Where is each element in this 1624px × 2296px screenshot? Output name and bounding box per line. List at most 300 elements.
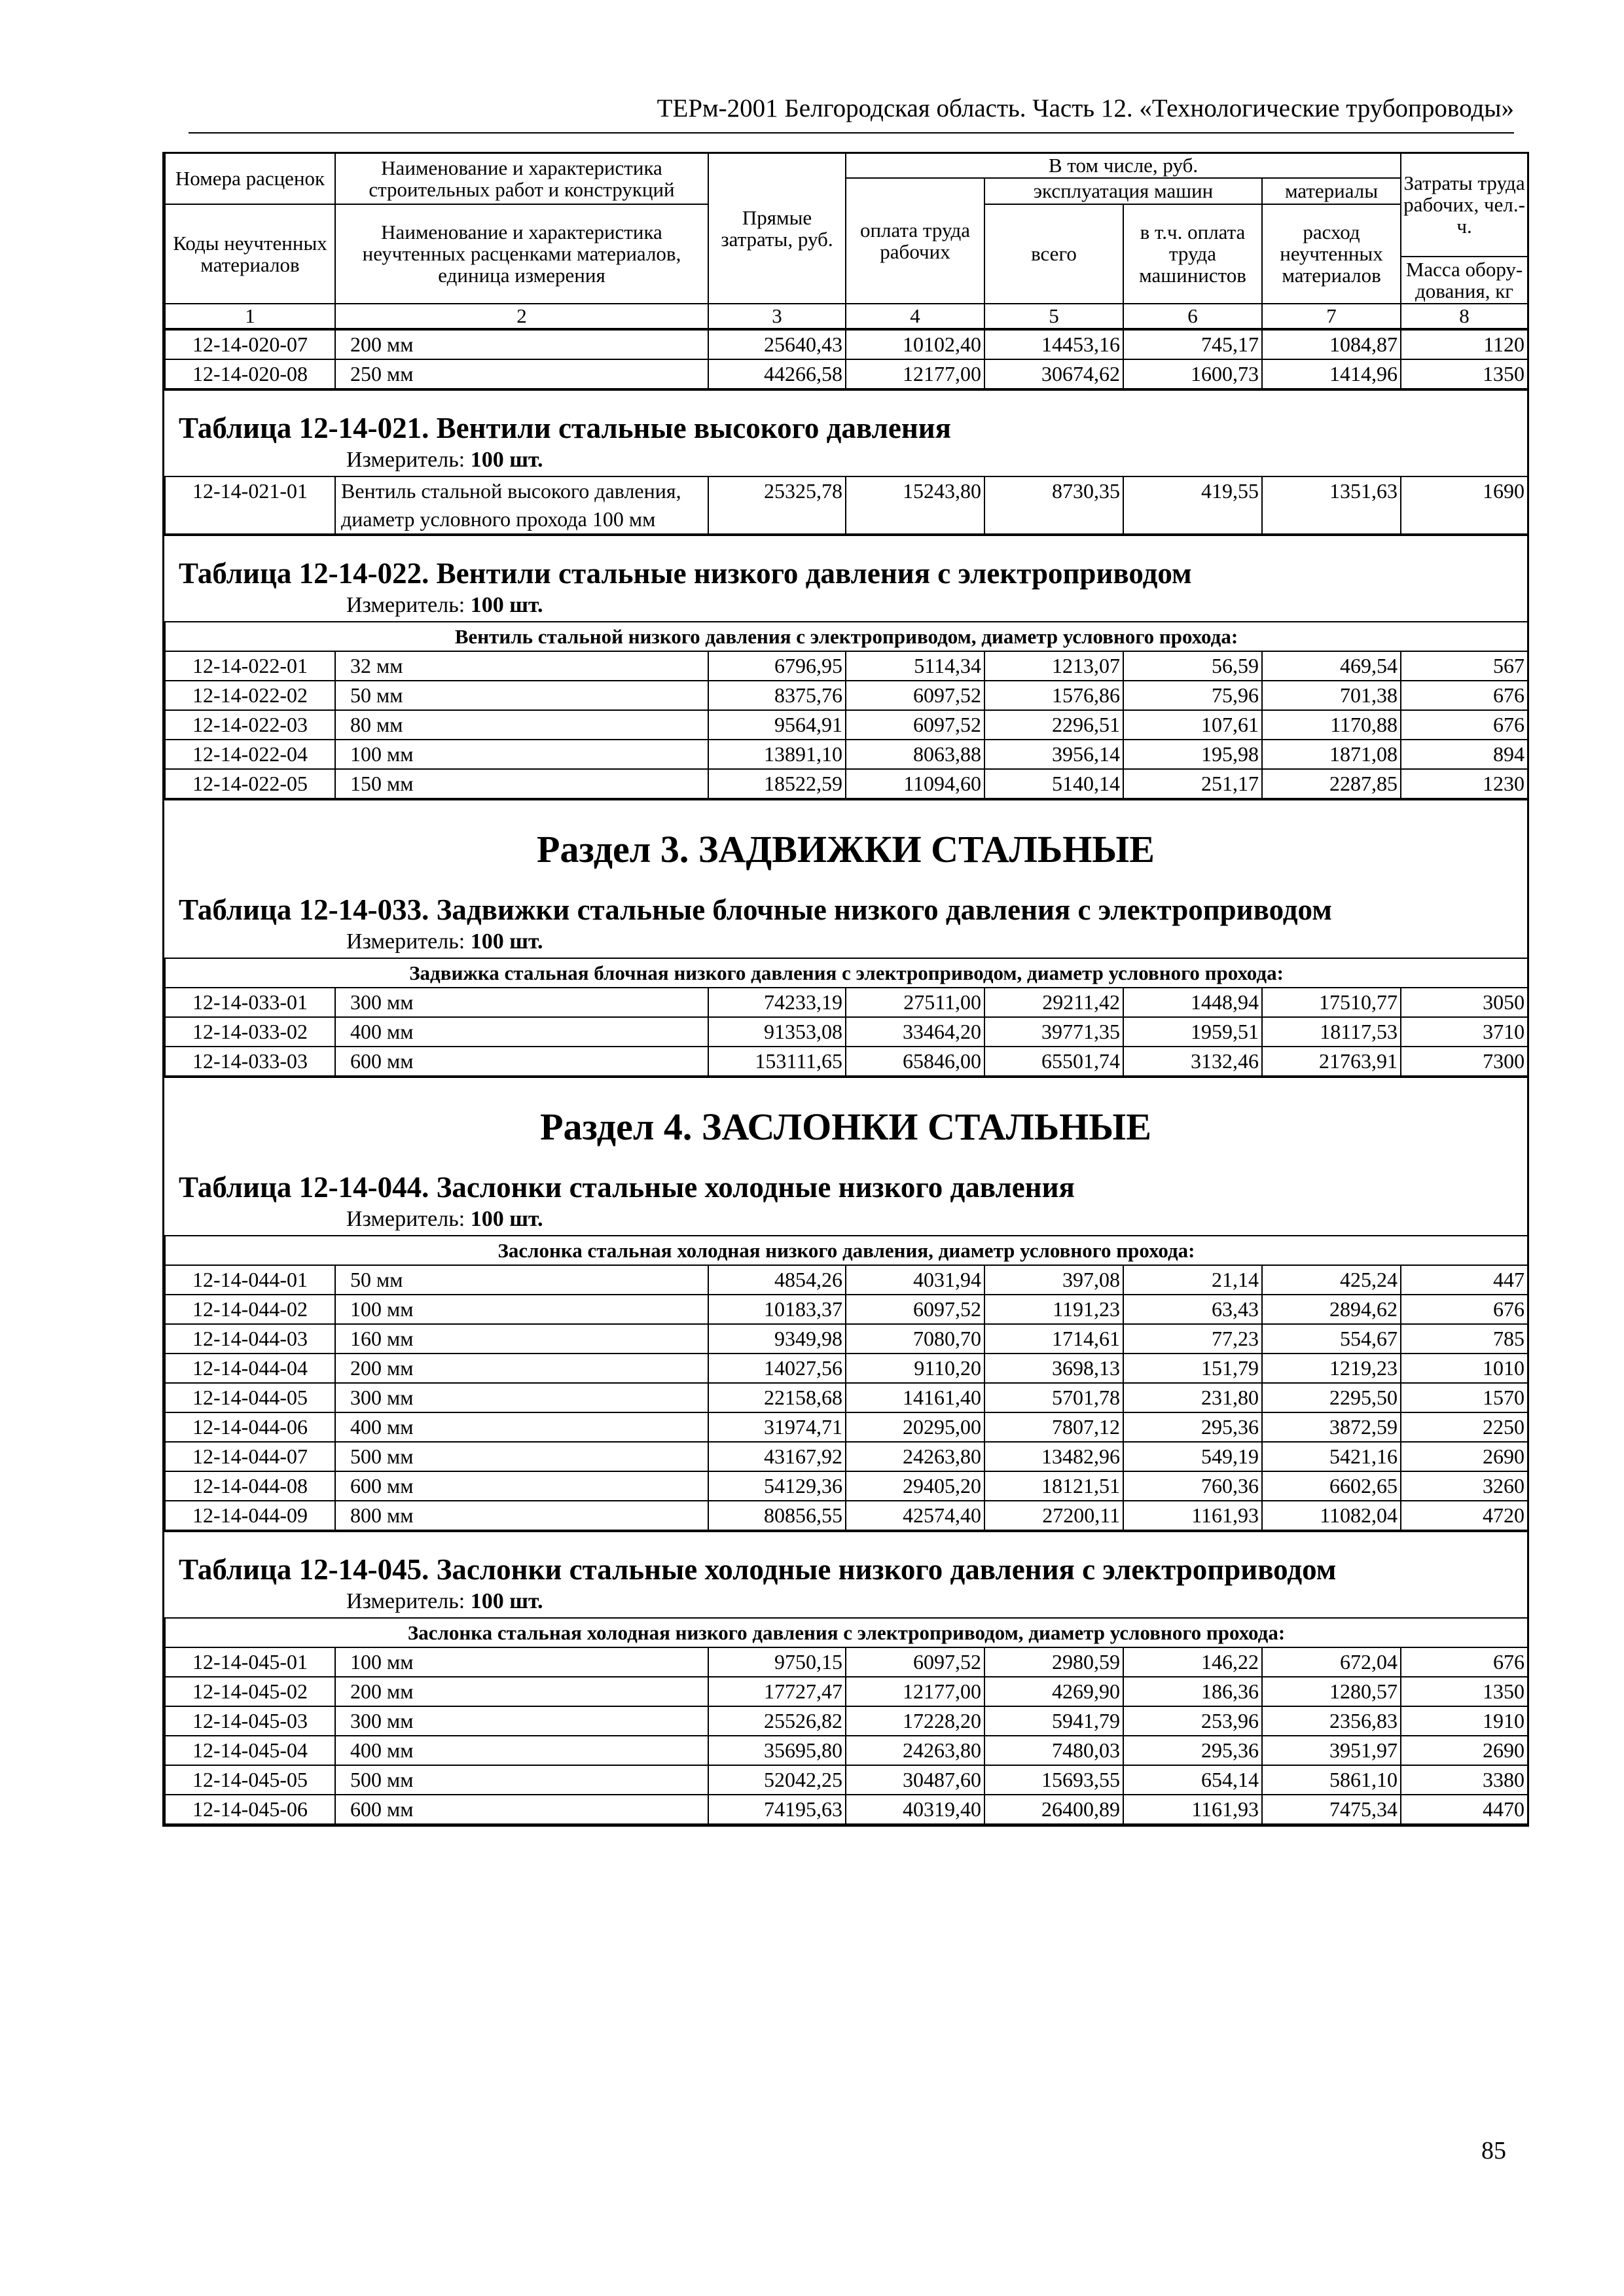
- rate-code: 12-14-021-01: [165, 476, 335, 534]
- machine-cost: 13482,96: [984, 1442, 1123, 1471]
- direct-cost: 25325,78: [708, 476, 846, 534]
- labor-hours: 2690: [1401, 1736, 1528, 1765]
- header-num: 4: [846, 304, 984, 329]
- group-label: Заслонка стальная холодная низкого давления, диаметр условного прохода:: [165, 1236, 1528, 1265]
- machine-cost: 65501,74: [984, 1047, 1123, 1076]
- direct-cost: 9750,15: [708, 1647, 846, 1677]
- labor-cost: 30487,60: [846, 1765, 984, 1795]
- rate-code: 12-14-044-02: [165, 1295, 335, 1324]
- direct-cost: 91353,08: [708, 1017, 846, 1047]
- labor-hours: 676: [1401, 1295, 1528, 1324]
- table-row: [165, 769, 1528, 798]
- header-num: 2: [335, 304, 708, 329]
- rates-table: [164, 476, 1528, 535]
- rate-code: 12-14-045-02: [165, 1677, 335, 1706]
- rate-name: 600 мм: [335, 1047, 708, 1076]
- rate-code: 12-14-044-07: [165, 1442, 335, 1471]
- machine-cost: 27200,11: [984, 1501, 1123, 1530]
- machine-cost: 29211,42: [984, 988, 1123, 1017]
- unit-label: Измеритель:: [346, 592, 465, 617]
- unit-line: [164, 591, 1527, 621]
- materials-cost: 18117,53: [1262, 1017, 1401, 1047]
- direct-cost: 35695,80: [708, 1736, 846, 1765]
- direct-cost: 74233,19: [708, 988, 846, 1017]
- rate-name: 600 мм: [335, 1471, 708, 1501]
- machinist-cost: 3132,46: [1123, 1047, 1262, 1076]
- rate-code: 12-14-044-05: [165, 1383, 335, 1412]
- table-row: [165, 1017, 1528, 1047]
- rates-table: [164, 1617, 1528, 1825]
- rate-code: 12-14-022-01: [165, 651, 335, 681]
- rate-code: 12-14-044-03: [165, 1324, 335, 1354]
- materials-cost: 469,54: [1262, 651, 1401, 681]
- machine-cost: 1213,07: [984, 651, 1123, 681]
- rate-code: 12-14-033-01: [165, 988, 335, 1017]
- labor-cost: 15243,80: [846, 476, 984, 534]
- table-row: [165, 1677, 1528, 1706]
- materials-cost: 3951,97: [1262, 1736, 1401, 1765]
- rate-code: 12-14-022-03: [165, 710, 335, 740]
- header-vtch: в т.ч. оплата труда машинистов: [1123, 204, 1262, 304]
- unit-line: [164, 927, 1527, 958]
- group-row: [165, 622, 1528, 651]
- machine-cost: 5140,14: [984, 769, 1123, 798]
- machinist-cost: 745,17: [1123, 330, 1262, 359]
- machine-cost: 4269,90: [984, 1677, 1123, 1706]
- materials-cost: 2295,50: [1262, 1383, 1401, 1412]
- table-row: [165, 1265, 1528, 1295]
- rate-name: 200 мм: [335, 330, 708, 359]
- machine-cost: 2980,59: [984, 1647, 1123, 1677]
- machinist-cost: 419,55: [1123, 476, 1262, 534]
- labor-hours: 3380: [1401, 1765, 1528, 1795]
- table-row: [165, 1706, 1528, 1736]
- labor-hours: 676: [1401, 1647, 1528, 1677]
- machinist-cost: 231,80: [1123, 1383, 1262, 1412]
- header-num: 8: [1401, 304, 1528, 329]
- header-zatraty: Затраты труда рабочих, чел.-ч.: [1401, 153, 1528, 257]
- machinist-cost: 1161,93: [1123, 1501, 1262, 1530]
- table-block-022: [164, 535, 1527, 799]
- machine-cost: 397,08: [984, 1265, 1123, 1295]
- unit-value: 100 шт.: [470, 929, 543, 954]
- section-block-3: [164, 799, 1527, 1077]
- rate-code: 12-14-022-05: [165, 769, 335, 798]
- labor-cost: 12177,00: [846, 1677, 984, 1706]
- direct-cost: 31974,71: [708, 1412, 846, 1442]
- rate-name: 300 мм: [335, 1706, 708, 1736]
- running-header: ТЕРм-2001 Белгородская область. Часть 12. «Технологические трубопроводы»: [189, 94, 1514, 134]
- rate-name: 400 мм: [335, 1412, 708, 1442]
- header-pryamye: Прямые затраты, руб.: [708, 153, 846, 304]
- machine-cost: 5701,78: [984, 1383, 1123, 1412]
- machinist-cost: 151,79: [1123, 1354, 1262, 1383]
- labor-cost: 20295,00: [846, 1412, 984, 1442]
- labor-hours: 785: [1401, 1324, 1528, 1354]
- machinist-cost: 21,14: [1123, 1265, 1262, 1295]
- materials-cost: 21763,91: [1262, 1047, 1401, 1076]
- rate-code: 12-14-033-03: [165, 1047, 335, 1076]
- materials-cost: 1414,96: [1262, 359, 1401, 389]
- table-block-045: [164, 1531, 1527, 1825]
- table-title: Таблица 12-14-044. Заслонки стальные холодные низкого давления: [179, 1170, 1075, 1204]
- labor-cost: 42574,40: [846, 1501, 984, 1530]
- machinist-cost: 253,96: [1123, 1706, 1262, 1736]
- header-num: 6: [1123, 304, 1262, 329]
- labor-hours: 567: [1401, 651, 1528, 681]
- unit-value: 100 шт.: [470, 1588, 543, 1613]
- materials-cost: 11082,04: [1262, 1501, 1401, 1530]
- unit-line: [164, 1205, 1527, 1235]
- machine-cost: 1714,61: [984, 1324, 1123, 1354]
- rate-name: 80 мм: [335, 710, 708, 740]
- machine-cost: 2296,51: [984, 710, 1123, 740]
- machine-cost: 1576,86: [984, 681, 1123, 710]
- direct-cost: 80856,55: [708, 1501, 846, 1530]
- table-row: [165, 1765, 1528, 1795]
- table-row: [165, 1047, 1528, 1076]
- rate-name: 400 мм: [335, 1017, 708, 1047]
- labor-cost: 10102,40: [846, 330, 984, 359]
- rate-code: 12-14-033-02: [165, 1017, 335, 1047]
- machinist-cost: 549,19: [1123, 1442, 1262, 1471]
- direct-cost: 9564,91: [708, 710, 846, 740]
- labor-cost: 9110,20: [846, 1354, 984, 1383]
- rate-name: 50 мм: [335, 1265, 708, 1295]
- direct-cost: 25526,82: [708, 1706, 846, 1736]
- materials-cost: 2894,62: [1262, 1295, 1401, 1324]
- labor-cost: 17228,20: [846, 1706, 984, 1736]
- header-ekspl: эксплуатация машин: [984, 178, 1262, 204]
- rate-code: 12-14-045-04: [165, 1736, 335, 1765]
- labor-hours: 3710: [1401, 1017, 1528, 1047]
- labor-hours: 4720: [1401, 1501, 1528, 1530]
- rate-name: 400 мм: [335, 1736, 708, 1765]
- rate-name: 100 мм: [335, 740, 708, 769]
- table-row: [165, 681, 1528, 710]
- section-block-4: [164, 1077, 1527, 1531]
- machinist-cost: 75,96: [1123, 681, 1262, 710]
- unit-label: Измеритель:: [346, 929, 465, 954]
- rate-name: 500 мм: [335, 1442, 708, 1471]
- labor-hours: 894: [1401, 740, 1528, 769]
- materials-cost: 1871,08: [1262, 740, 1401, 769]
- labor-cost: 6097,52: [846, 1295, 984, 1324]
- table-row: [165, 330, 1528, 359]
- header-num: 5: [984, 304, 1123, 329]
- rates-table: [164, 958, 1528, 1077]
- rate-name: 200 мм: [335, 1677, 708, 1706]
- header-vsego: всего: [984, 204, 1123, 304]
- machine-cost: 3956,14: [984, 740, 1123, 769]
- header-massa: Масса обору-дования, кг: [1401, 257, 1528, 304]
- materials-cost: 5861,10: [1262, 1765, 1401, 1795]
- machine-cost: 3698,13: [984, 1354, 1123, 1383]
- materials-cost: 1280,57: [1262, 1677, 1401, 1706]
- labor-hours: 2250: [1401, 1412, 1528, 1442]
- rate-code: 12-14-044-01: [165, 1265, 335, 1295]
- direct-cost: 4854,26: [708, 1265, 846, 1295]
- machinist-cost: 1600,73: [1123, 359, 1262, 389]
- labor-hours: 3260: [1401, 1471, 1528, 1501]
- labor-hours: 1910: [1401, 1706, 1528, 1736]
- table-row: [165, 1442, 1528, 1471]
- materials-cost: 554,67: [1262, 1324, 1401, 1354]
- materials-cost: 6602,65: [1262, 1471, 1401, 1501]
- materials-cost: 1170,88: [1262, 710, 1401, 740]
- table-row: [165, 1736, 1528, 1765]
- group-row: [165, 958, 1528, 988]
- materials-cost: 2356,83: [1262, 1706, 1401, 1736]
- rate-name: 800 мм: [335, 1501, 708, 1530]
- materials-cost: 7475,34: [1262, 1795, 1401, 1824]
- labor-cost: 7080,70: [846, 1324, 984, 1354]
- machinist-cost: 186,36: [1123, 1677, 1262, 1706]
- rate-name: 100 мм: [335, 1295, 708, 1324]
- machinist-cost: 63,43: [1123, 1295, 1262, 1324]
- rate-name: 150 мм: [335, 769, 708, 798]
- table-row: [165, 1324, 1528, 1354]
- rate-code: 12-14-045-03: [165, 1706, 335, 1736]
- group-row: [165, 1618, 1528, 1647]
- rate-name: 100 мм: [335, 1647, 708, 1677]
- labor-hours: 2690: [1401, 1442, 1528, 1471]
- labor-cost: 6097,52: [846, 681, 984, 710]
- direct-cost: 52042,25: [708, 1765, 846, 1795]
- direct-cost: 22158,68: [708, 1383, 846, 1412]
- materials-cost: 5421,16: [1262, 1442, 1401, 1471]
- machine-cost: 8730,35: [984, 476, 1123, 534]
- rate-code: 12-14-020-07: [165, 330, 335, 359]
- materials-cost: 425,24: [1262, 1265, 1401, 1295]
- machinist-cost: 1448,94: [1123, 988, 1262, 1017]
- labor-cost: 12177,00: [846, 359, 984, 389]
- machine-cost: 5941,79: [984, 1706, 1123, 1736]
- unit-label: Измеритель:: [346, 1588, 465, 1613]
- labor-hours: 4470: [1401, 1795, 1528, 1824]
- labor-cost: 4031,94: [846, 1265, 984, 1295]
- machine-cost: 26400,89: [984, 1795, 1123, 1824]
- table-row: [165, 651, 1528, 681]
- table-row: [165, 1647, 1528, 1677]
- rate-name: 160 мм: [335, 1324, 708, 1354]
- table-title: Таблица 12-14-022. Вентили стальные низкого давления с электроприводом: [179, 556, 1192, 590]
- group-label: Задвижка стальная блочная низкого давления с электроприводом, диаметр условного прохода:: [165, 958, 1528, 988]
- labor-cost: 33464,20: [846, 1017, 984, 1047]
- table-title: Таблица 12-14-033. Задвижки стальные блочные низкого давления с электроприводом: [179, 893, 1332, 926]
- labor-cost: 65846,00: [846, 1047, 984, 1076]
- unit-value: 100 шт.: [470, 592, 543, 617]
- direct-cost: 8375,76: [708, 681, 846, 710]
- header-num: 1: [165, 304, 335, 329]
- labor-hours: 3050: [1401, 988, 1528, 1017]
- table-row: [165, 359, 1528, 389]
- header-kody: Коды неучтенных материалов: [165, 204, 335, 304]
- labor-cost: 5114,34: [846, 651, 984, 681]
- unit-line: [164, 446, 1527, 476]
- machinist-cost: 760,36: [1123, 1471, 1262, 1501]
- machine-cost: 7480,03: [984, 1736, 1123, 1765]
- machinist-cost: 295,36: [1123, 1736, 1262, 1765]
- direct-cost: 13891,10: [708, 740, 846, 769]
- rate-name: 250 мм: [335, 359, 708, 389]
- table-row: [165, 1501, 1528, 1530]
- machine-cost: 30674,62: [984, 359, 1123, 389]
- rate-name: 200 мм: [335, 1354, 708, 1383]
- materials-cost: 2287,85: [1262, 769, 1401, 798]
- header-num: 3: [708, 304, 846, 329]
- machine-cost: 14453,16: [984, 330, 1123, 359]
- direct-cost: 25640,43: [708, 330, 846, 359]
- rate-code: 12-14-044-08: [165, 1471, 335, 1501]
- rates-table-top: [164, 329, 1528, 389]
- rate-code: 12-14-020-08: [165, 359, 335, 389]
- materials-cost: 1351,63: [1262, 476, 1401, 534]
- header-naim2: Наименование и характеристика неучтенных расценками материалов, единица измерения: [335, 204, 708, 304]
- rate-code: 12-14-044-04: [165, 1354, 335, 1383]
- unit-label: Измеритель:: [346, 447, 465, 472]
- labor-cost: 40319,40: [846, 1795, 984, 1824]
- labor-hours: 7300: [1401, 1047, 1528, 1076]
- direct-cost: 14027,56: [708, 1354, 846, 1383]
- labor-hours: 1010: [1401, 1354, 1528, 1383]
- direct-cost: 153111,65: [708, 1047, 846, 1076]
- machinist-cost: 195,98: [1123, 740, 1262, 769]
- labor-cost: 27511,00: [846, 988, 984, 1017]
- machinist-cost: 295,36: [1123, 1412, 1262, 1442]
- materials-cost: 1219,23: [1262, 1354, 1401, 1383]
- machinist-cost: 77,23: [1123, 1324, 1262, 1354]
- labor-hours: 1350: [1401, 1677, 1528, 1706]
- header-nomera: Номера расценок: [165, 153, 335, 204]
- labor-hours: 676: [1401, 710, 1528, 740]
- group-row: [165, 1236, 1528, 1265]
- labor-hours: 1690: [1401, 476, 1528, 534]
- materials-cost: 1084,87: [1262, 330, 1401, 359]
- rate-name: 300 мм: [335, 1383, 708, 1412]
- rate-name: 300 мм: [335, 988, 708, 1017]
- direct-cost: 9349,98: [708, 1324, 846, 1354]
- rate-code: 12-14-045-01: [165, 1647, 335, 1677]
- labor-cost: 14161,40: [846, 1383, 984, 1412]
- labor-cost: 29405,20: [846, 1471, 984, 1501]
- machine-cost: 7807,12: [984, 1412, 1123, 1442]
- rate-code: 12-14-044-06: [165, 1412, 335, 1442]
- group-label: Заслонка стальная холодная низкого давления с электроприводом, диаметр условного прохода:: [165, 1618, 1528, 1647]
- table-row: [165, 476, 1528, 534]
- table-title: Таблица 12-14-045. Заслонки стальные холодные низкого давления с электроприводом: [179, 1552, 1337, 1586]
- labor-cost: 6097,52: [846, 1647, 984, 1677]
- direct-cost: 17727,47: [708, 1677, 846, 1706]
- machinist-cost: 1161,93: [1123, 1795, 1262, 1824]
- header-vtomchisle: В том числе, руб.: [846, 153, 1401, 178]
- machinist-cost: 56,59: [1123, 651, 1262, 681]
- machinist-cost: 251,17: [1123, 769, 1262, 798]
- table-row: [165, 1354, 1528, 1383]
- header-rashod: расход неучтенных материалов: [1262, 204, 1401, 304]
- table-row: [165, 1412, 1528, 1442]
- labor-hours: 1230: [1401, 769, 1528, 798]
- machinist-cost: 1959,51: [1123, 1017, 1262, 1047]
- labor-cost: 11094,60: [846, 769, 984, 798]
- labor-cost: 24263,80: [846, 1442, 984, 1471]
- unit-label: Измеритель:: [346, 1206, 465, 1231]
- group-label: Вентиль стальной низкого давления с электроприводом, диаметр условного прохода:: [165, 622, 1528, 651]
- table-row: [165, 710, 1528, 740]
- machinist-cost: 146,22: [1123, 1647, 1262, 1677]
- rate-name: 500 мм: [335, 1765, 708, 1795]
- table-row: [165, 1383, 1528, 1412]
- direct-cost: 44266,58: [708, 359, 846, 389]
- header-materialy: материалы: [1262, 178, 1401, 204]
- table-row: [165, 740, 1528, 769]
- rate-code: 12-14-022-04: [165, 740, 335, 769]
- materials-cost: 17510,77: [1262, 988, 1401, 1017]
- labor-hours: 1570: [1401, 1383, 1528, 1412]
- rate-name: 600 мм: [335, 1795, 708, 1824]
- table-block-021: [164, 389, 1527, 535]
- rate-code: 12-14-044-09: [165, 1501, 335, 1530]
- direct-cost: 54129,36: [708, 1471, 846, 1501]
- rates-table: [164, 1235, 1528, 1531]
- direct-cost: 18522,59: [708, 769, 846, 798]
- rate-code: 12-14-022-02: [165, 681, 335, 710]
- machine-cost: 1191,23: [984, 1295, 1123, 1324]
- materials-cost: 672,04: [1262, 1647, 1401, 1677]
- rate-name: Вентиль стальной высокого давления, диаметр условного прохода 100 мм: [335, 476, 708, 534]
- materials-cost: 3872,59: [1262, 1412, 1401, 1442]
- labor-hours: 676: [1401, 681, 1528, 710]
- direct-cost: 43167,92: [708, 1442, 846, 1471]
- unit-line: [164, 1587, 1527, 1617]
- labor-hours: 447: [1401, 1265, 1528, 1295]
- rate-name: 32 мм: [335, 651, 708, 681]
- section-title: Раздел 3. ЗАДВИЖКИ СТАЛЬНЫЕ: [537, 827, 1155, 870]
- machine-cost: 39771,35: [984, 1017, 1123, 1047]
- direct-cost: 6796,95: [708, 651, 846, 681]
- column-header-table: [164, 152, 1528, 329]
- materials-cost: 701,38: [1262, 681, 1401, 710]
- direct-cost: 74195,63: [708, 1795, 846, 1824]
- rates-table: [164, 621, 1528, 799]
- machine-cost: 15693,55: [984, 1765, 1123, 1795]
- header-naim: Наименование и характеристика строительных работ и конструкций: [335, 153, 708, 204]
- rate-code: 12-14-045-06: [165, 1795, 335, 1824]
- labor-hours: 1120: [1401, 330, 1528, 359]
- header-oplata: оплата труда рабочих: [846, 178, 984, 304]
- machinist-cost: 654,14: [1123, 1765, 1262, 1795]
- header-num: 7: [1262, 304, 1401, 329]
- machine-cost: 18121,51: [984, 1471, 1123, 1501]
- table-row: [165, 1295, 1528, 1324]
- table-title: Таблица 12-14-021. Вентили стальные высокого давления: [179, 411, 952, 444]
- section-title: Раздел 4. ЗАСЛОНКИ СТАЛЬНЫЕ: [540, 1105, 1151, 1148]
- page-number: 85: [1481, 2137, 1506, 2164]
- direct-cost: 10183,37: [708, 1295, 846, 1324]
- rate-name: 50 мм: [335, 681, 708, 710]
- unit-value: 100 шт.: [470, 447, 543, 472]
- labor-cost: 6097,52: [846, 710, 984, 740]
- labor-cost: 24263,80: [846, 1736, 984, 1765]
- labor-cost: 8063,88: [846, 740, 984, 769]
- table-row: [165, 1795, 1528, 1824]
- table-row: [165, 1471, 1528, 1501]
- unit-value: 100 шт.: [470, 1206, 543, 1231]
- table-row: [165, 988, 1528, 1017]
- document-body: [162, 152, 1529, 1827]
- rate-code: 12-14-045-05: [165, 1765, 335, 1795]
- labor-hours: 1350: [1401, 359, 1528, 389]
